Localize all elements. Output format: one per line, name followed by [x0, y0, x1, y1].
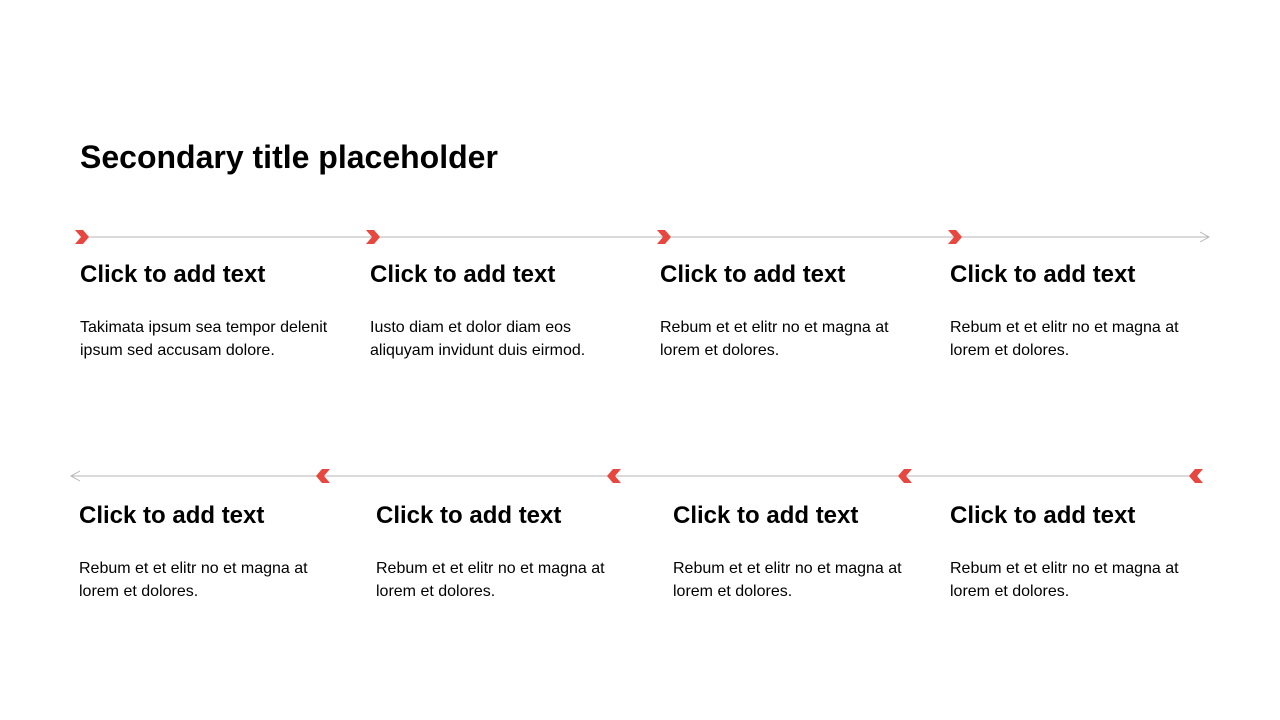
slide-title[interactable]: Secondary title placeholder	[80, 139, 498, 175]
step-body[interactable]: Rebum et et elitr no et magna at lorem et dolores.	[950, 560, 1179, 600]
bottom-step-2	[376, 502, 646, 603]
step-body[interactable]: Rebum et et elitr no et magna at lorem et dolores.	[79, 560, 308, 600]
step-body[interactable]: Takimata ipsum sea tempor delenit ipsum sed accusam dolore.	[80, 319, 328, 359]
step-body[interactable]: Rebum et et elitr no et magna at lorem et dolores.	[673, 560, 902, 600]
step-body[interactable]: Rebum et et elitr no et magna at lorem et dolores.	[376, 560, 605, 600]
timeline-top	[0, 227, 1280, 247]
timeline-bottom	[0, 466, 1280, 486]
step-heading[interactable]: Click to add text	[950, 261, 1136, 288]
chevron-right-icon	[75, 230, 89, 244]
step-heading[interactable]: Click to add text	[376, 502, 562, 529]
bottom-step-3	[673, 502, 943, 603]
bottom-step-4	[950, 502, 1220, 603]
top-step-4	[950, 261, 1220, 362]
timeline-top-graphic	[0, 227, 1280, 247]
timeline-bottom-graphic	[0, 466, 1280, 486]
top-step-2	[370, 261, 640, 362]
chevron-left-icon	[1189, 469, 1203, 483]
step-body[interactable]: Rebum et et elitr no et magna at lorem et dolores.	[660, 319, 889, 359]
step-heading[interactable]: Click to add text	[950, 502, 1136, 529]
step-heading[interactable]: Click to add text	[79, 502, 265, 529]
step-body[interactable]: Iusto diam et dolor diam eos aliquyam invidunt duis eirmod.	[370, 319, 586, 359]
bottom-step-1	[79, 502, 349, 603]
step-heading[interactable]: Click to add text	[660, 261, 846, 288]
step-heading[interactable]: Click to add text	[673, 502, 859, 529]
step-heading[interactable]: Click to add text	[80, 261, 266, 288]
step-body[interactable]: Rebum et et elitr no et magna at lorem et dolores.	[950, 319, 1179, 359]
top-step-3	[660, 261, 930, 362]
top-step-1	[80, 261, 350, 362]
step-heading[interactable]: Click to add text	[370, 261, 556, 288]
